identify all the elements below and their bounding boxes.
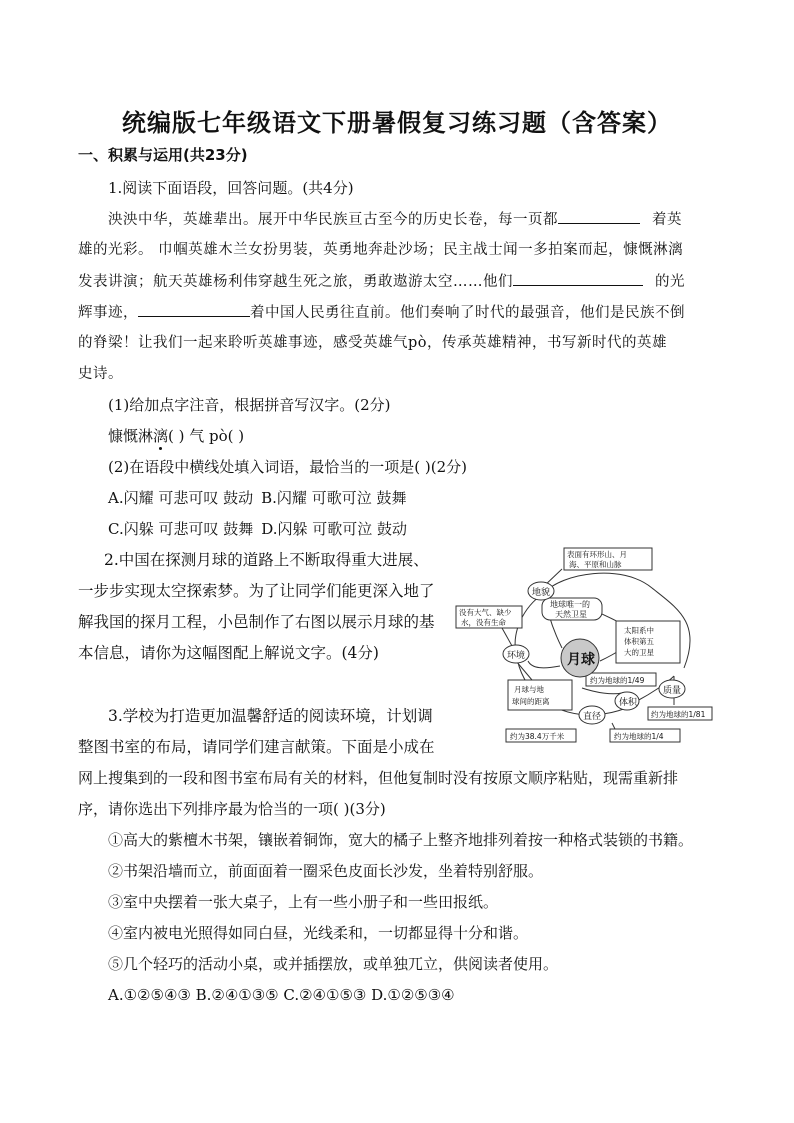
option-a[interactable]: A.闪耀 可悲可叹 鼓动 xyxy=(108,489,254,507)
sun-label-1: 太阳系中 xyxy=(624,626,654,635)
q1-options-row-1 xyxy=(108,488,406,508)
mass-label: 约为地球的1/81 xyxy=(651,710,706,719)
sun-label-2: 体积第五 xyxy=(624,637,654,646)
fill-blank-2[interactable] xyxy=(513,271,643,286)
fill-blank-1[interactable] xyxy=(558,209,640,224)
q1-passage-line-3 xyxy=(78,271,685,292)
moon-label: 月球 xyxy=(567,652,595,668)
q1-subquestion-2: (2)在语段中横线处填入词语，最恰当的一项是( )(2分) xyxy=(108,458,467,476)
q3-line-1: 3.学校为打造更加温馨舒适的阅读环境，计划调 xyxy=(108,707,433,725)
q1-subquestion-1: (1)给加点字注音，根据拼音写汉字。(2分) xyxy=(108,396,391,414)
node-huanjing: 环境 xyxy=(507,651,526,661)
q1-subquestion-1-items xyxy=(108,426,244,446)
satellite-label-2: 天然卫星 xyxy=(555,610,587,619)
q3-line-3: 网上搜集到的一段和图书室布局有关的材料，但他复制时没有按原文顺序粘贴，现需重新排 xyxy=(78,769,679,787)
q3-options[interactable]: A.①②⑤④③ B.②④①③⑤ C.②④①⑤③ D.①②⑤③④ xyxy=(108,986,455,1004)
q2-line-2: 一步步实现太空探索梦。为了让同学们能更深入地了 xyxy=(78,582,435,600)
option-c[interactable]: C.闪躲 可悲可叹 鼓舞 xyxy=(108,520,254,538)
q3-sentence-2: ②书架沿墙而立，前面面着一圈采色皮面长沙发，坐着特别舒服。 xyxy=(108,862,544,880)
node-zhiliang: 质量 xyxy=(663,686,682,696)
q1-passage-text: 发表讲演；航天英雄杨利伟穿越生死之旅，勇敢遨游太空……他们 xyxy=(78,274,513,290)
moon-info-diagram xyxy=(452,543,720,751)
q1-heading: 1.阅读下面语段，回答问题。(共4分) xyxy=(108,179,354,197)
q1-passage-text: 辉事迹， xyxy=(78,305,138,321)
word-text: 慷慨淋 xyxy=(108,427,154,445)
env-label-2: 水，没有生命 xyxy=(461,618,506,627)
q1-passage-text: 泱泱中华，英雄辈出。展开中华民族亘古至今的历史长卷，每一页都 xyxy=(108,212,558,228)
diameter-label: 约为地球的1/4 xyxy=(614,732,664,741)
option-b[interactable]: B.闪耀 可歌可泣 鼓舞 xyxy=(261,489,407,507)
volume-label: 约为地球的1/49 xyxy=(590,676,645,685)
q1-passage-text: 的光 xyxy=(655,274,685,290)
surface-label-1: 表面有环形山、月 xyxy=(567,550,627,559)
option-d[interactable]: D.闪躲 可歌可泣 鼓动 xyxy=(261,520,408,538)
q3-line-2: 整图书室的布局，请同学们建言献策。下面是小成在 xyxy=(78,738,435,756)
env-label-1: 没有大气、缺少 xyxy=(459,608,512,617)
q1-options-row-2 xyxy=(108,519,407,539)
q3-sentence-5: ⑤几个轻巧的活动小桌，或并插摆放，或单独兀立，供阅读者使用。 xyxy=(108,955,559,973)
distance-label-2: 球间的距离 xyxy=(512,697,550,706)
node-dimao: 地貌 xyxy=(532,588,551,598)
satellite-label-1: 地球唯一的 xyxy=(550,600,590,609)
section-heading: 一、积累与运用(共23分) xyxy=(78,146,248,164)
distance-label-1: 月球与地 xyxy=(514,685,544,694)
sun-label-3: 大的卫星 xyxy=(624,648,654,657)
q1-passage-text: 着英 xyxy=(652,212,682,228)
dotted-character: 漓 xyxy=(153,427,169,445)
q1-passage-line-1 xyxy=(108,209,682,230)
q2-line-3: 解我国的探月工程，小邑制作了右图以展示月球的基 xyxy=(78,613,435,631)
q3-sentence-3: ③室中央摆着一张大桌子，上有一些小册子和一些田报纸。 xyxy=(108,893,499,911)
fill-blank-3[interactable] xyxy=(138,302,250,317)
page-title: 统编版七年级语文下册暑假复习练习题（含答案） xyxy=(122,109,672,137)
distance-value-label: 约为38.4万千米 xyxy=(510,732,565,741)
q3-sentence-1: ①高大的紫檀木书架，镶嵌着铜饰，宽大的橘子上整齐地排列着按一种格式装锁的书籍。 xyxy=(108,831,694,849)
q1-passage-line-2: 雄的光彩。 巾帼英雄木兰女扮男装，英勇地奔赴沙场；民主战士闻一多拍案而起，慷慨淋漓 xyxy=(78,242,684,258)
q2-line-4: 本信息，请你为这幅图配上解说文字。(4分) xyxy=(78,644,379,662)
q1-passage-text: 着中国人民勇往直前。他们奏响了时代的最强音，他们是民族不倒 xyxy=(250,305,685,321)
node-tiji: 体积 xyxy=(619,698,638,708)
q1-passage-line-4 xyxy=(78,302,685,323)
q2-line-1: 2.中国在探测月球的道路上不断取得重大进展、 xyxy=(104,551,429,569)
node-zhijing: 直径 xyxy=(583,712,602,722)
surface-label-2: 海、平原和山脉 xyxy=(569,560,622,569)
q3-sentence-4: ④室内被电光照得如同白昼，光线柔和，一切都显得十分和谐。 xyxy=(108,924,529,942)
q1-passage-line-5: 的脊梁！让我们一起来聆听英雄事迹，感受英雄气pò，传承英雄精神，书写新时代的英雄 xyxy=(78,335,668,351)
q1-passage-line-6: 史诗。 xyxy=(78,366,123,382)
answer-parentheses[interactable]: ( ) 气 pò( ) xyxy=(168,427,245,445)
q3-line-4: 序，请你选出下列排序最为恰当的一项( )(3分) xyxy=(78,800,386,818)
